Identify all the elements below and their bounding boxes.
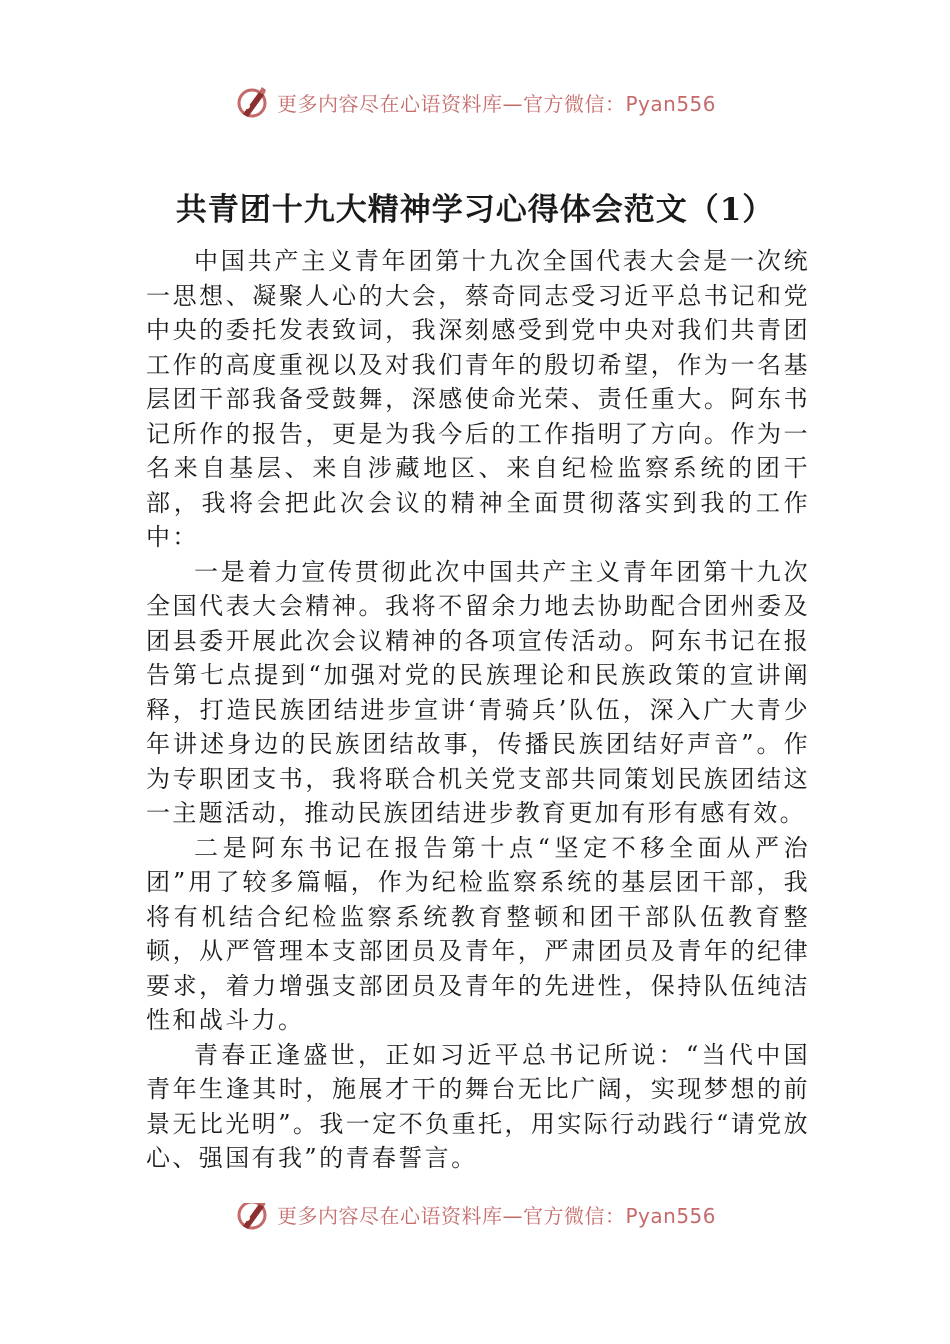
footer-watermark xyxy=(235,1203,716,1237)
document-title: 共青团十九大精神学习心得体会范文（1） xyxy=(175,192,775,228)
paragraph: 中国共产主义青年团第十九次全国代表大会是一次统一思想、凝聚人心的大会，蔡奇同志受习近平总书记和党中央的委托发表致词，我深刻感受到党中央对我们共青团工作的高度重视以及对我们青年的殷切希望，作为一名基层团干部我备受鼓舞，深感使命光荣、责任重大。阿东书记所作的报告，更是为我今后的工作指明了方向。作为一名来自基层、来自涉藏地区、来自纪检监察系统的团干部，我将会把此次会议的精神全面贯彻落实到我的工作中： xyxy=(146,247,810,551)
document-body xyxy=(146,244,810,1176)
watermark-text: 更多内容尽在心语资料库—官方微信：Pyan556 xyxy=(277,1203,717,1228)
pen-logo-icon xyxy=(235,1203,271,1232)
pen-logo-icon xyxy=(235,84,271,120)
watermark-text: 更多内容尽在心语资料库—官方微信：Pyan556 xyxy=(277,91,717,116)
header-watermark xyxy=(235,82,716,122)
paragraph: 青春正逢盛世，正如习近平总书记所说：“当代中国青年生逢其时，施展才干的舞台无比广阔，实现梦想的前景无比光明”。我一定不负重托，用实际行动践行“请党放心、强国有我”的青春誓言。 xyxy=(146,1040,810,1172)
paragraph: 一是着力宣传贯彻此次中国共产主义青年团第十九次全国代表大会精神。我将不留余力地去协助配合团州委及团县委开展此次会议精神的各项宣传活动。阿东书记在报告第七点提到“加强对党的民族理论和民族政策的宣讲阐释，打造民族团结进步宣讲‘青骑兵’队伍，深入广大青少年讲述身边的民族团结故事，传播民族团结好声音”。作为专职团支书，我将联合机关党支部共同策划民族团结这一主题活动，推动民族团结进步教育更加有形有感有效。 xyxy=(146,557,810,827)
paragraph: 二是阿东书记在报告第十点“坚定不移全面从严治团”用了较多篇幅，作为纪检监察系统的基层团干部，我将有机结合纪检监察系统教育整顿和团干部队伍教育整顿，从严管理本支部团员及青年，严肃团员及青年的纪律要求，着力增强支部团员及青年的先进性，保持队伍纯洁性和战斗力。 xyxy=(146,833,810,1034)
